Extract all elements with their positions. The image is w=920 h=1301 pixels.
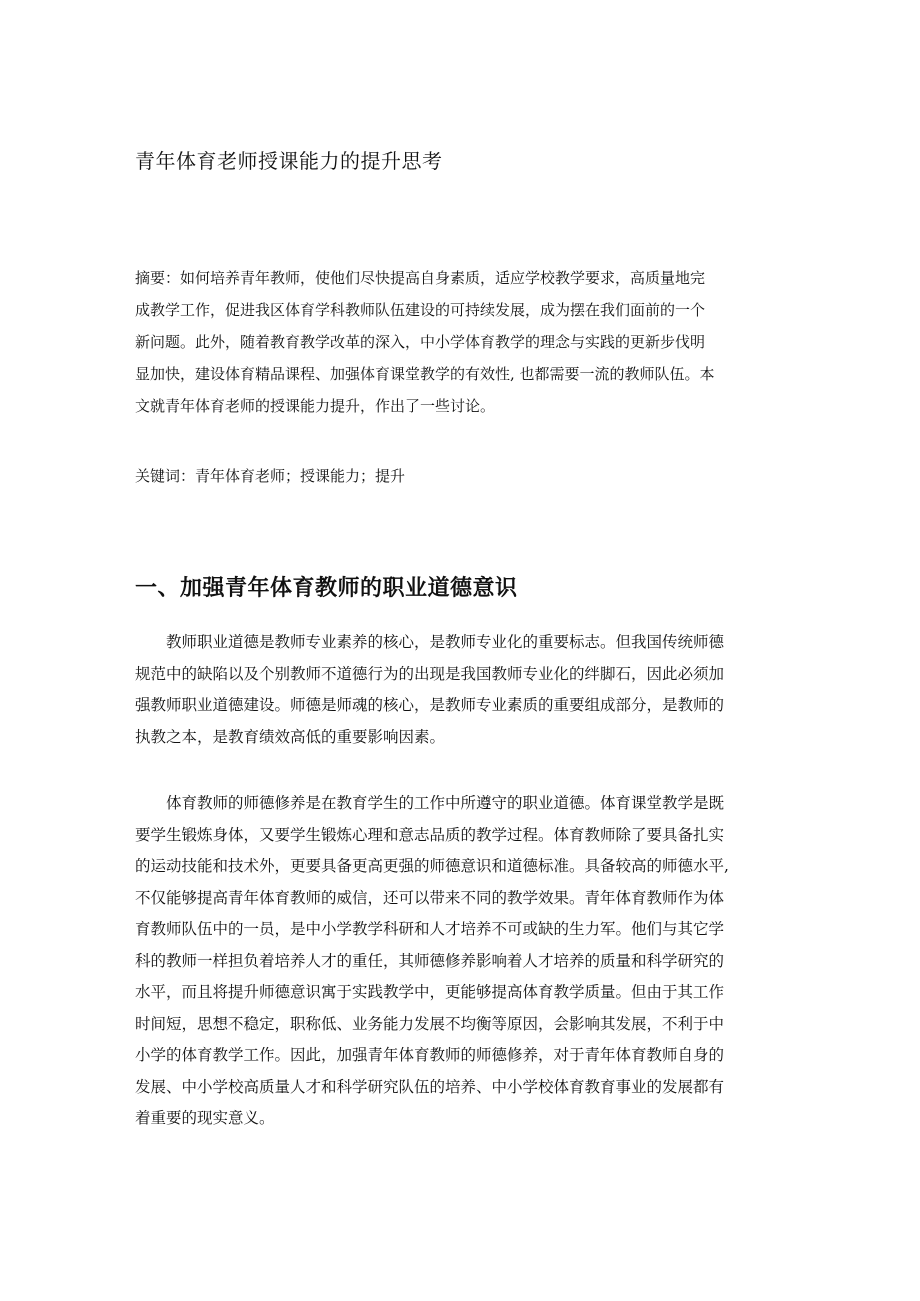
paragraph [135,788,795,1135]
abstract-line: 摘要：如何培养青年教师，使他们尽快提高自身素质，适应学校教学要求，高质量地完 [135,269,706,287]
paragraph-line: 水平，而且将提升师德意识寓于实践教学中，更能够提高体育教学质量。但由于其工作 [135,983,725,1001]
paragraph-line: 科的教师一样担负着培养人才的重任，其师德修养影响着人才培养的质量和科学研究的 [135,951,725,970]
paragraph-line: 要学生锻炼身体，又要学生锻炼心理和意志品质的教学过程。体育教师除了要具备扎实 [135,825,725,844]
paragraph-line: 的运动技能和技术外，更要具备更高更强的师德意识和道德标准。具备较高的师德水平, [135,857,729,875]
keywords: 关键词：青年体育老师；授课能力；提升 [135,467,406,485]
paragraph-line: 不仅能够提高青年体育教师的威信，还可以带来不同的教学效果。青年体育教师作为体 [135,888,725,907]
paragraph-line: 教师职业道德是教师专业素养的核心，是教师专业化的重要标志。但我国传统师德 [135,633,725,651]
paragraph-line: 规范中的缺陷以及个别教师不道德行为的出现是我国教师专业化的绊脚石，因此必须加 [135,664,725,683]
abstract-line: 文就青年体育老师的授课能力提升，作出了一些讨论。 [135,397,496,415]
abstract-line: 成教学工作，促进我区体育学科教师队伍建设的可持续发展，成为摆在我们面前的一个 [135,301,706,319]
section-heading: 一、加强青年体育教师的职业道德意识 [135,576,518,601]
paragraph [135,627,795,753]
paragraph-line: 着重要的现实意义。 [135,1109,275,1127]
abstract-line: 新问题。此外，随着教育教学改革的深入，中小学体育教学的理念与实践的更新步伐明 [135,333,706,351]
paragraph-line: 体育教师的师德修养是在教育学生的工作中所遵守的职业道德。体育课堂教学是既 [135,794,725,812]
paragraph-line: 小学的体育教学工作。因此，加强青年体育教师的师德修养，对于青年体育教师自身的 [135,1046,725,1064]
paragraph-line: 育教师队伍中的一员，是中小学教学科研和人才培养不可或缺的生力军。他们与其它学 [135,920,725,938]
abstract-line: 显加快，建设体育精品课程、加强体育课堂教学的有效性, 也都需要一流的教师队伍。本 [135,365,715,383]
paragraph-line: 时间短，思想不稳定，职称低、业务能力发展不均衡等原因，会影响其发展，不利于中 [135,1014,725,1033]
paragraph-line: 执教之本，是教育绩效高低的重要影响因素。 [135,727,446,746]
document-title: 青年体育老师授课能力的提升思考 [135,149,443,173]
abstract [135,262,790,422]
paragraph-line: 强教师职业道德建设。师德是师魂的核心，是教师专业素质的重要组成部分，是教师的 [135,696,725,714]
paragraph-line: 发展、中小学校高质量人才和科学研究队伍的培养、中小学校体育教育事业的发展都有 [135,1077,725,1096]
